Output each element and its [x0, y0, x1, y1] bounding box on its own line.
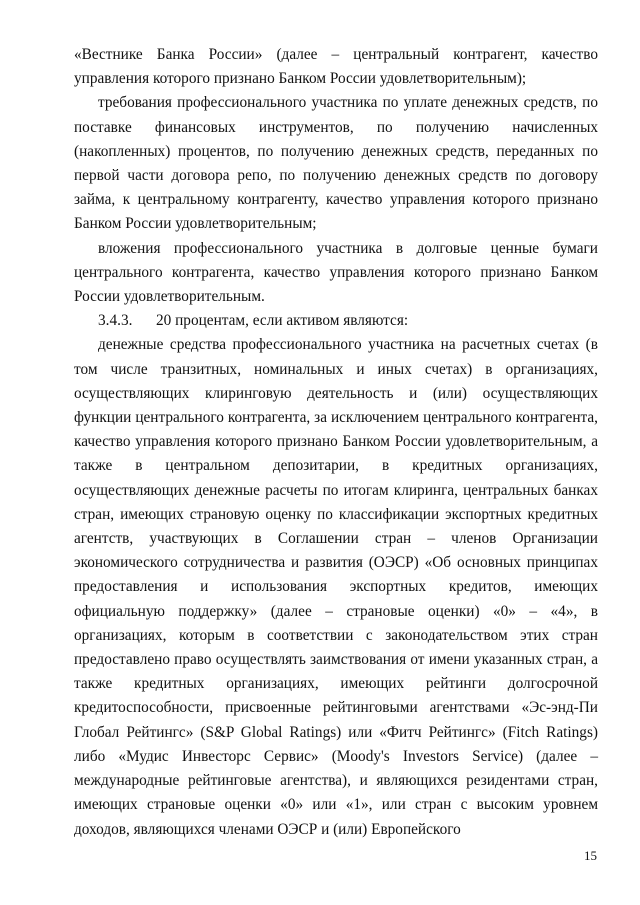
paragraph-1: «Вестнике Банка России» (далее – центральный контрагент, качество управления которого признано Банком России удовлетворительным);: [74, 46, 598, 88]
page-number: 15: [584, 848, 597, 863]
document-page: [74, 43, 598, 842]
clause-3-4-3: [74, 309, 598, 333]
paragraph-4: денежные средства профессионального участника на расчетных счетах (в том числе транзитных, номинальных и иных счетах) в организациях, осуществляющих клиринговую деятельность и (или) осуществляющих функции центрального контрагента, за исключением центрального контрагента, качество управления которого признано Банком России удовлетворительным, а также в центральном депозитарии, в кредитных организациях, осуществляющих денежные расчеты по итогам клиринга, центральных банках стран, имеющих страновую оценку по классификации экспортных кредитных агентств, участвующих в Соглашении стран – членов Организации экономического сотрудничества и развития (ОЭСР) «Об основных принципах предоставления и использования экспортных кредитов, имеющих официальную поддержку» (далее – страновые оценки) «0» – «4», в организациях, которым в соответствии с законодательством этих стран предоставлено право осуществлять заимствования от имени указанных стран, а также кредитных организациях, имеющих рейтинги долгосрочной кредитоспособности, присвоенные рейтинговыми агентствами «Эс-энд-Пи Глобал Рейтингс» (S&P Global Ratings) или «Фитч Рейтингс» (Fitch Ratings) либо «Мудис Инвесторс Сервис» (Moody's Investors Service) (далее – международные рейтинговые агентства), и являющихся резидентами стран, имеющих страновые оценки «0» или «1», или стран с высоким уровнем доходов, являющихся членами ОЭСР и (или) Европейского: [74, 336, 598, 838]
paragraph-2: требования профессионального участника по уплате денежных средств, по поставке финансовых инструментов, по получению начисленных (накопленных) процентов, по получению денежных средств, переданных по первой части договора репо, по получению денежных средств по договору займа, к центральному контрагенту, качество управления которого признано Банком России удовлетворительным;: [74, 94, 598, 233]
clause-number: 3.4.3.: [98, 312, 133, 330]
paragraph-3: вложения профессионального участника в долговые ценные бумаги центрального контрагента, качество управления которого признано Банком России удовлетворительным.: [74, 239, 598, 306]
clause-text: 20 процентам, если активом являются:: [156, 312, 409, 330]
